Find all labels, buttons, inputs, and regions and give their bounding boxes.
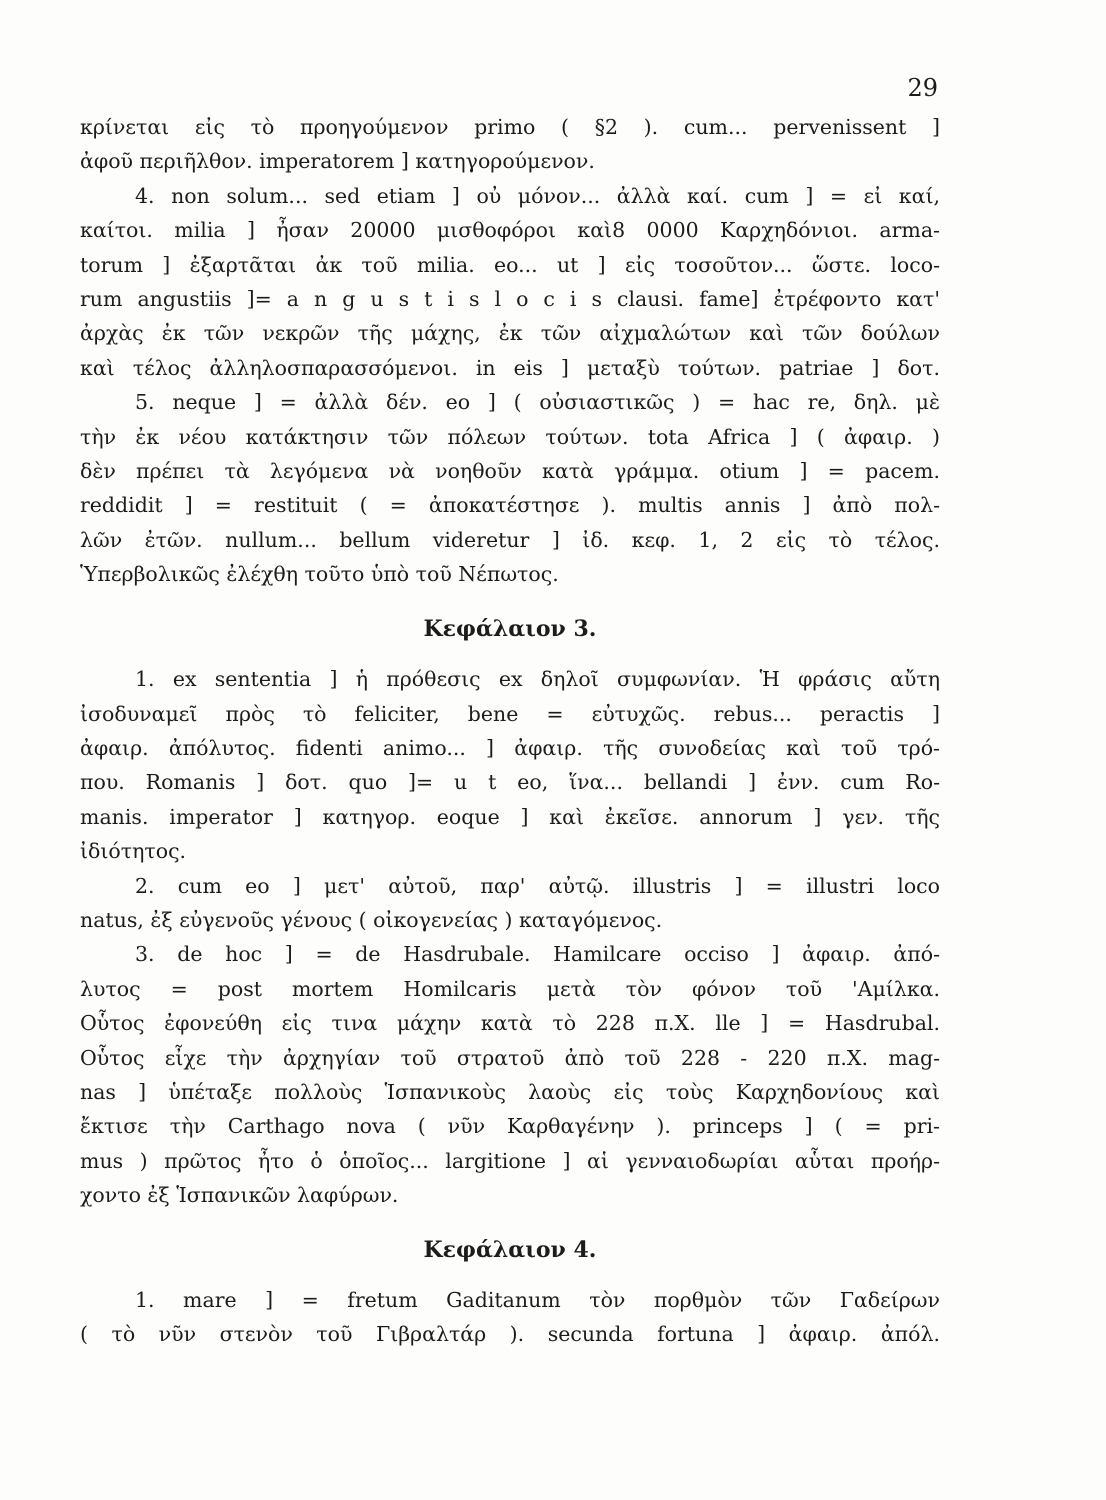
text-line: 4. non solum... sed etiam ] οὐ μόνον... ἀλλὰ καί. cum ] = εἰ καί, <box>135 183 940 208</box>
text-line: 1. mare ] = fretum Gaditanum τὸν πορθμὸν τῶν Γαδείρων <box>135 1288 940 1312</box>
chapter-4-text <box>80 1283 940 1352</box>
page-number: 29 <box>907 74 938 102</box>
text-line: ἀφαιρ. ἀπόλυτος. fidenti animo... ] ἀφαιρ. τῆς συνοδείας καὶ τοῦ τρό- <box>80 735 940 760</box>
text-line: καίτοι. milia ] ἦσαν 20000 μισθοφόροι καὶ8 0000 Καρχηδόνιοι. arma- <box>80 218 940 243</box>
text-line: καὶ τέλος ἀλληλοσπαρασσόμενοι. in eis ] μεταξὺ τούτων. patriae ] δοτ. <box>80 355 940 380</box>
section-continued-text <box>80 110 940 592</box>
text-line: reddidit ] = restituit ( = ἀποκατέστησε ). multis annis ] ἀπὸ πολ- <box>80 493 940 518</box>
text-line: που. Romanis ] δοτ. quo ]= u t eo, ἵνα... bellandi ] ἐνν. cum Ro- <box>80 770 940 795</box>
text-line: 5. neque ] = ἀλλὰ δέν. eo ] ( οὐσιαστικῶς ) = hac re, δηλ. μὲ <box>135 390 940 415</box>
text-line: ἀφοῦ περιῆλθον. imperatorem ] κατηγορούμενον. <box>80 149 595 174</box>
text-line: nas ] ὑπέταξε πολλοὺς Ἱσπανικοὺς λαοὺς εἰς τοὺς Καρχηδονίους καὶ <box>80 1079 940 1104</box>
text-line: ἔκτισε τὴν Carthago nova ( νῦν Καρθαγένην ). princeps ] ( = pri- <box>80 1114 940 1139</box>
text-line: κρίνεται εἰς τὸ προηγούμενον primo ( §2 ). cum... pervenissent ] <box>80 115 940 139</box>
text-line: Ὑπερβολικῶς ἐλέχθη τοῦτο ὑπὸ τοῦ Νέπωτος. <box>80 562 559 587</box>
text-line: ἀρχὰς ἐκ τῶν νεκρῶν τῆς μάχης, ἐκ τῶν αἰχμαλώτων καὶ τῶν δούλων <box>80 321 940 346</box>
text-line: manis. imperator ] κατηγορ. eoque ] καὶ ἐκεῖσε. annorum ] γεν. τῆς <box>80 804 940 829</box>
text-line: ἰσοδυναμεῖ πρὸς τὸ feliciter, bene = εὐτυχῶς. rebus... peractis ] <box>80 701 940 726</box>
chapter-3-heading: Κεφάλαιον 3. <box>423 615 597 642</box>
text-line: ( τὸ νῦν στενὸν τοῦ Γιβραλτάρ ). secunda fortuna ] ἀφαιρ. ἀπόλ. <box>80 1322 940 1347</box>
text-line: mus ) πρῶτος ἦτο ὁ ὁποῖος... largitione ] αἱ γενναιοδωρίαι αὗται προήρ- <box>80 1148 940 1173</box>
text-line: 1. ex sententia ] ἡ πρόθεσις ex δηλοῖ συμφωνίαν. Ἡ φράσις αὔτη <box>135 667 940 692</box>
text-line: Οὗτος ἐφονεύθη εἰς τινα μάχην κατὰ τὸ 228 π.Χ. lle ] = Hasdrubal. <box>80 1011 940 1036</box>
chapter-4-heading: Κεφάλαιον 4. <box>423 1236 597 1263</box>
text-line: 3. de hoc ] = de Hasdrubale. Hamilcare occiso ] ἀφαιρ. ἀπό- <box>135 942 940 967</box>
text-line: Οὗτος εἶχε τὴν ἀρχηγίαν τοῦ στρατοῦ ἀπὸ τοῦ 228 - 220 π.Χ. mag- <box>80 1045 940 1070</box>
text-line: 2. cum eo ] μετ' αὐτοῦ, παρ' αὐτῷ. illustris ] = illustri loco <box>135 873 940 898</box>
page-body <box>80 110 940 1352</box>
text-line: τὴν ἐκ νέου κατάκτησιν τῶν πόλεων τούτων. tota Africa ] ( ἀφαιρ. ) <box>80 424 940 449</box>
text-line: λυτος = post mortem Homilcaris μετὰ τὸν φόνον τοῦ 'Αμίλκα. <box>80 976 940 1001</box>
text-line: natus, ἐξ εὐγενοῦς γένους ( οἰκογενείας ) καταγόμενος. <box>80 907 663 932</box>
text-line: χοντο ἐξ Ἱσπανικῶν λαφύρων. <box>80 1183 399 1208</box>
text-line: λῶν ἐτῶν. nullum... bellum videretur ] ἰδ. κεφ. 1, 2 εἰς τὸ τέλος. <box>80 527 940 552</box>
text-line: ἰδιότητος. <box>80 839 187 864</box>
text-line: torum ] ἐξαρτᾶται ἀκ τοῦ milia. eo... ut ] εἰς τοσοῦτον... ὥστε. loco- <box>80 252 940 277</box>
text-line: δὲν πρέπει τὰ λεγόμενα νὰ νοηθοῦν κατὰ γράμμα. otium ] = pacem. <box>80 459 940 484</box>
chapter-3-text <box>80 662 940 1213</box>
text-line: rum angustiis ]= a n g u s t i s l o c i s clausi. fame] ἐτρέφοντο κατ' <box>80 287 940 312</box>
